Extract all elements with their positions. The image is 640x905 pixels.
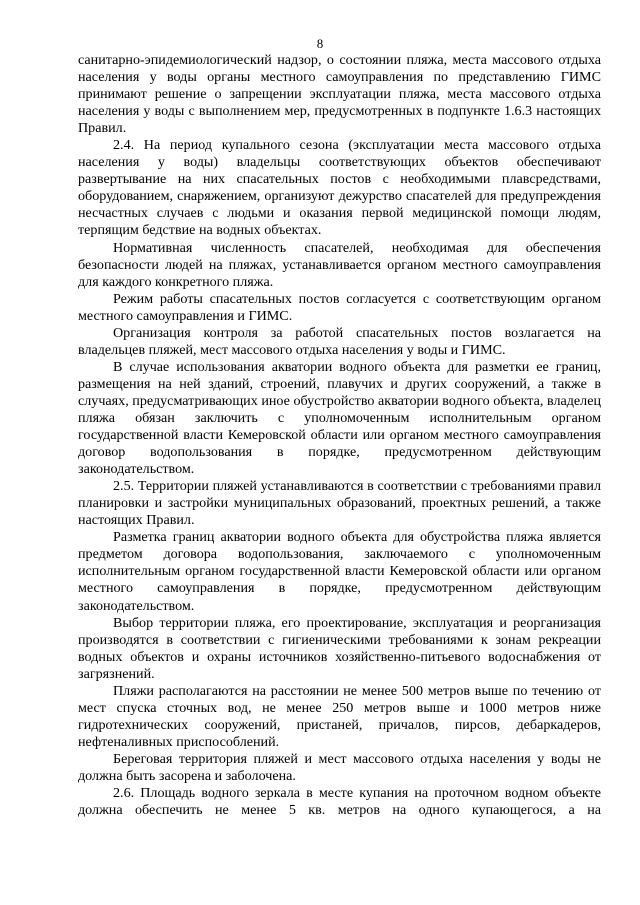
paragraph-rescue-post-control: Организация контроля за работой спасательных постов возлагается на владельцев пляжей, мест массового отдыха населения у воды и ГИМС. bbox=[78, 324, 601, 358]
paragraph-rescue-post-schedule: Режим работы спасательных постов согласуется с соответствующим органом местного самоуправления и ГИМС. bbox=[78, 290, 601, 324]
paragraph-beach-territory-selection: Выбор территории пляжа, его проектирование, эксплуатация и реорганизация производятся в соответствии с гигиеническими требованиями к зонам рекреации водных объектов и охраны источников хозяйственно-питьевого водоснабжения от загрязнений. bbox=[78, 614, 601, 682]
document-body bbox=[78, 52, 601, 819]
paragraph-coastal-territory-cleanliness: Береговая территория пляжей и мест массового отдыха населения у воды не должна быть засорена и заболочена. bbox=[78, 750, 601, 784]
paragraph-2-6-water-surface-area: 2.6. Площадь водного зеркала в месте купания на проточном водном объекте должна обеспечить не менее 5 кв. метров на одного купающегося, а на bbox=[78, 785, 601, 819]
page-number: 8 bbox=[316, 36, 324, 51]
paragraph-continuation-gims-decision: санитарно-эпидемиологический надзор, о состоянии пляжа, места массового отдыха населения у воды органы местного самоуправления по представлению ГИМС принимают решение о запрещении эксплуатации пляжа, места массового отдыха населения у воды с выполнением мер, предусмотренных в подпункте 1.6.3 настоящих Правил. bbox=[78, 52, 601, 137]
paragraph-beach-location-distances: Пляжи располагаются на расстоянии не менее 500 метров выше по течению от мест спуска сточных вод, не менее 250 метров выше и 1000 метров ниже гидротехнических сооружений, пристаней, причалов, пирсов, дебаркадеров, нефтеналивных приспособлений. bbox=[78, 682, 601, 750]
paragraph-2-5-beach-territories: 2.5. Территории пляжей устанавливаются в соответствии с требованиями правил планировки и застройки муниципальных образований, проектных решений, а также настоящих Правил. bbox=[78, 478, 601, 529]
paragraph-2-4-rescue-posts: 2.4. На период купального сезона (эксплуатации места массового отдыха населения у воды) владельцы соответствующих объектов обеспечивают развертывание на них спасательных постов с необходимыми плавсредствами, оборудованием, снаряжением, организуют дежурство спасателей для предупреждения несчастных случаев с людьми и оказания первой медицинской помощи людям, терпящим бедствие на водных объектах. bbox=[78, 137, 601, 239]
paragraph-water-area-use: В случае использования акватории водного объекта для разметки ее границ, размещения на ней зданий, строений, плавучих и других сооружений, а также в случаях, предусматривающих иное обустройство акватории водного объекта, владелец пляжа обязан заключить с уполномоченным исполнительным органом государственной власти Кемеровской области или органом местного самоуправления договор водопользования в порядке, предусмотренном действующим законодательством. bbox=[78, 358, 601, 478]
paragraph-water-area-marking: Разметка границ акватории водного объекта для обустройства пляжа является предметом договора водопользования, заключаемого с уполномоченным исполнительным органом государственной власти Кемеровской области или органом местного самоуправления в порядке, предусмотренном действующим законодательством. bbox=[78, 529, 601, 614]
paragraph-rescuer-headcount: Нормативная численность спасателей, необходимая для обеспечения безопасности людей на пляжах, устанавливается органом местного самоуправления для каждого конкретного пляжа. bbox=[78, 239, 601, 290]
